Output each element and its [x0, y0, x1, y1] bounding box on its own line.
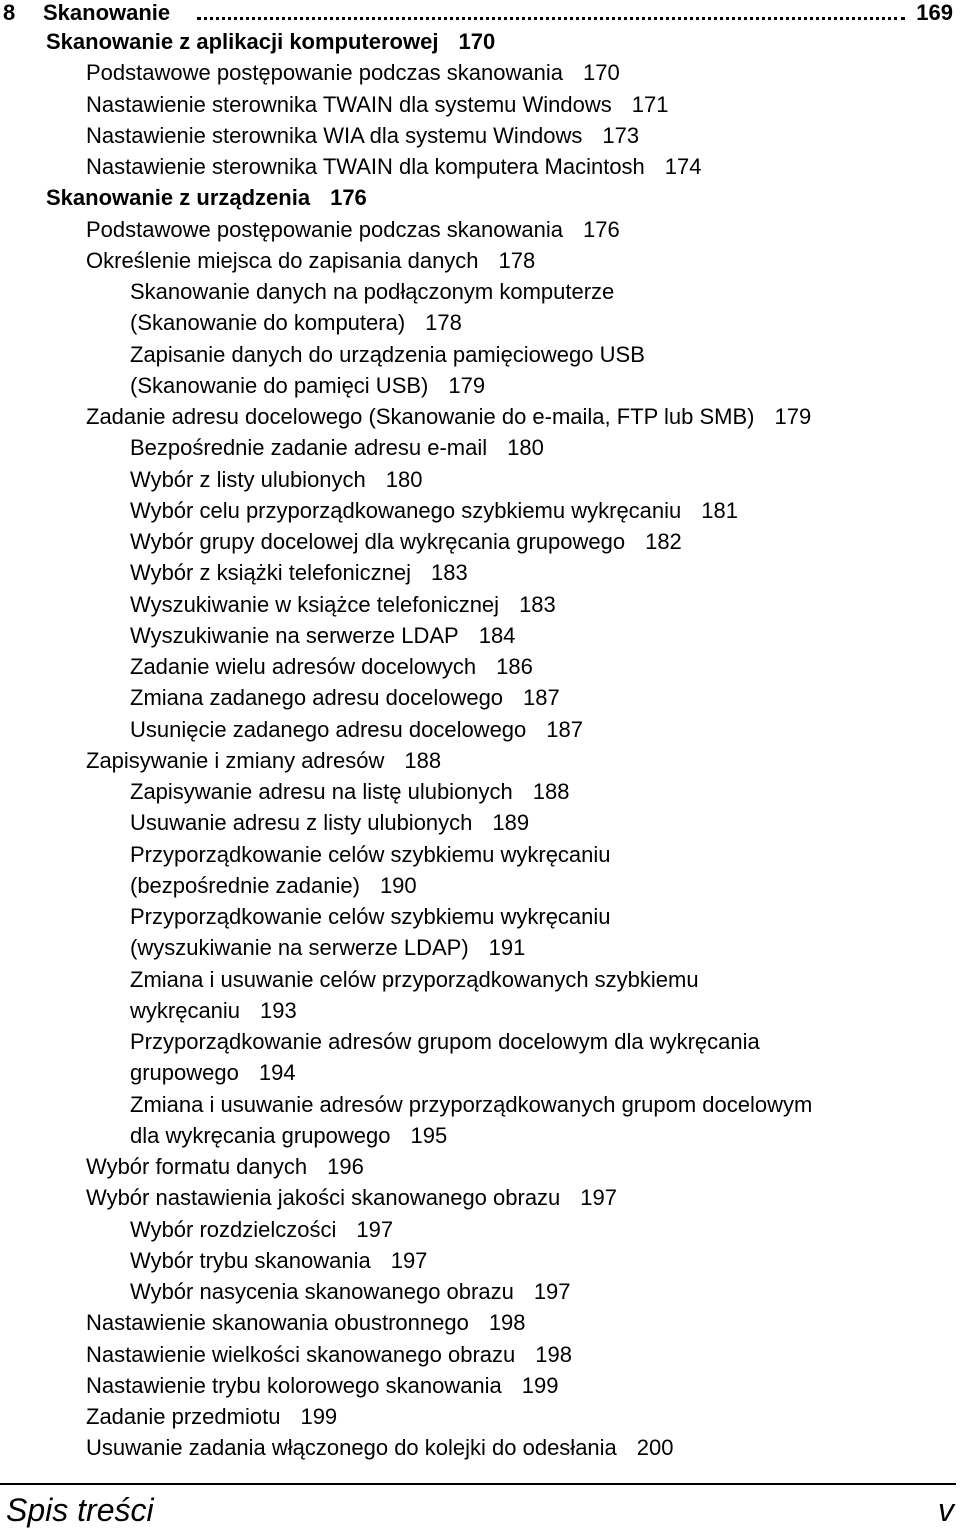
- toc-entry-page-number: 200: [636, 1435, 674, 1461]
- toc-entry-title: Nastawienie trybu kolorowego skanowania: [86, 1372, 502, 1398]
- toc-entry-title: Określenie miejsca do zapisania danych: [86, 247, 479, 273]
- toc-entry-title: Zmiana zadanego adresu docelowego: [130, 685, 504, 711]
- toc-entry[interactable]: [130, 623, 515, 649]
- toc-entry-title: Usunięcie zadanego adresu docelowego: [130, 716, 527, 742]
- toc-entry-title: wykręcaniu: [130, 997, 241, 1023]
- toc-entry[interactable]: [46, 185, 367, 211]
- toc-entry[interactable]: [86, 1185, 617, 1211]
- toc-entry-title: (Skanowanie do pamięci USB): [130, 372, 429, 398]
- toc-entry-title: Bezpośrednie zadanie adresu e-mail: [130, 435, 488, 461]
- toc-entry-page-number: 196: [327, 1154, 364, 1179]
- toc-entry[interactable]: [130, 592, 556, 618]
- chapter-number: 8: [3, 0, 16, 25]
- toc-entry[interactable]: [130, 779, 570, 805]
- toc-entry-title: Nastawienie sterownika TWAIN dla komputera Macintosh: [86, 154, 645, 179]
- toc-entry[interactable]: [86, 60, 620, 86]
- footer-rule: [0, 1483, 956, 1485]
- toc-entry-title: dla wykręcania grupowego: [130, 1122, 391, 1148]
- toc-entry-page-number: 199: [300, 1404, 338, 1429]
- toc-entry-page-number: 180: [507, 435, 544, 461]
- toc-entry[interactable]: [130, 998, 297, 1024]
- toc-entry-page-number: 189: [492, 810, 530, 836]
- toc-entry-title: Zadanie adresu docelowego (Skanowanie do e-maila, FTP lub SMB): [86, 404, 755, 429]
- toc-entry[interactable]: [130, 373, 485, 399]
- toc-entry-title: Przyporządkowanie adresów grupom docelowym dla wykręcania: [130, 1029, 760, 1054]
- toc-entry-page-number: 191: [488, 935, 526, 961]
- toc-entry[interactable]: [130, 467, 423, 493]
- toc-entry-title: Skanowanie danych na podłączonym komputerze: [130, 279, 615, 304]
- toc-entry[interactable]: [86, 748, 441, 774]
- toc-entry-page-number: 195: [410, 1122, 448, 1148]
- toc-entry-title: Nastawienie skanowania obustronnego: [86, 1310, 469, 1336]
- toc-entry-title: Wybór nastawienia jakości skanowanego obrazu: [86, 1185, 561, 1211]
- dot-leader: [197, 17, 905, 20]
- toc-entry[interactable]: [130, 873, 417, 899]
- toc-entry-page-number: 190: [379, 872, 417, 898]
- toc-entry-page-number: 170: [582, 60, 620, 86]
- toc-entry[interactable]: [130, 1092, 812, 1118]
- toc-entry[interactable]: [86, 248, 535, 274]
- toc-entry-title: Usuwanie adresu z listy ulubionych: [130, 810, 473, 836]
- toc-entry[interactable]: [130, 1217, 393, 1243]
- toc-entry[interactable]: [130, 810, 529, 836]
- toc-entry-page-number: 181: [701, 497, 738, 523]
- chapter-page-number: 169: [916, 0, 953, 25]
- toc-entry-page-number: 176: [330, 185, 367, 211]
- toc-entry[interactable]: [86, 1435, 674, 1461]
- toc-entry-page-number: 182: [645, 529, 682, 554]
- toc-entry-title: (bezpośrednie zadanie): [130, 872, 360, 898]
- toc-entry[interactable]: [130, 935, 525, 961]
- toc-entry-page-number: 180: [385, 466, 423, 492]
- toc-entry[interactable]: [86, 154, 702, 180]
- toc-entry-page-number: 197: [580, 1185, 618, 1211]
- chapter-heading[interactable]: [3, 0, 953, 26]
- toc-entry-page-number: 194: [258, 1060, 296, 1086]
- toc-entry-page-number: 188: [404, 747, 442, 773]
- toc-entry-title: Wybór nasycenia skanowanego obrazu: [130, 1279, 514, 1304]
- toc-entry[interactable]: [86, 92, 668, 118]
- toc-entry-title: Wyszukiwanie w książce telefonicznej: [130, 591, 500, 617]
- toc-entry-page-number: 193: [260, 997, 297, 1023]
- toc-entry-title: Zadanie wielu adresów docelowych: [130, 654, 477, 679]
- toc-entry[interactable]: [130, 279, 614, 305]
- toc-entry-page-number: 188: [532, 779, 570, 804]
- toc-entry-title: Zadanie przedmiotu: [86, 1404, 281, 1429]
- toc-entry-page-number: 197: [533, 1279, 571, 1304]
- toc-entry-title: Wybór z książki telefonicznej: [130, 560, 412, 586]
- toc-entry-page-number: 183: [519, 591, 556, 617]
- toc-entry-page-number: 179: [448, 372, 486, 398]
- toc-entry-page-number: 187: [523, 685, 560, 711]
- toc-entry[interactable]: [86, 1310, 526, 1336]
- toc-entry-page-number: 178: [425, 310, 462, 336]
- toc-entry-title: Podstawowe postępowanie podczas skanowania: [86, 60, 563, 86]
- toc-entry-page-number: 198: [535, 1341, 572, 1367]
- toc-entry[interactable]: [130, 310, 462, 336]
- toc-entry[interactable]: [130, 685, 560, 711]
- toc-entry-title: Nastawienie wielkości skanowanego obrazu: [86, 1341, 516, 1367]
- toc-entry[interactable]: [86, 123, 639, 149]
- toc-entry[interactable]: [86, 217, 620, 243]
- toc-entry-title: Wybór celu przyporządkowanego szybkiemu wykręcaniu: [130, 497, 682, 523]
- toc-entry[interactable]: [130, 654, 533, 680]
- toc-entry-title: Skanowanie z aplikacji komputerowej: [46, 29, 439, 54]
- toc-entry[interactable]: [130, 560, 468, 586]
- toc-entry-page-number: 184: [478, 622, 516, 648]
- toc-entry-page-number: 197: [390, 1247, 428, 1273]
- toc-entry-page-number: 187: [546, 716, 583, 742]
- toc-entry-title: Przyporządkowanie celów szybkiemu wykręcaniu: [130, 904, 611, 929]
- footer-page-number: v: [938, 1492, 954, 1528]
- toc-entry[interactable]: [130, 435, 544, 461]
- footer-section-title: Spis treści: [6, 1492, 154, 1528]
- toc-entry-title: Wyszukiwanie na serwerze LDAP: [130, 622, 459, 648]
- toc-entry[interactable]: [130, 498, 738, 524]
- toc-entry-title: Skanowanie z urządzenia: [46, 185, 311, 211]
- toc-entry[interactable]: [86, 1373, 559, 1399]
- toc-entry-title: Nastawienie sterownika TWAIN dla systemu Windows: [86, 91, 612, 117]
- toc-entry-title: Wybór rozdzielczości: [130, 1216, 337, 1242]
- toc-entry-page-number: 183: [431, 560, 468, 586]
- toc-entry-page-number: 171: [631, 91, 669, 117]
- toc-entry-title: Zapisywanie adresu na listę ulubionych: [130, 779, 513, 804]
- toc-entry-title: Podstawowe postępowanie podczas skanowania: [86, 216, 563, 242]
- toc-entry[interactable]: [130, 904, 611, 930]
- toc-entry-title: Zmiana i usuwanie adresów przyporządkowanych grupom docelowym: [130, 1091, 813, 1117]
- chapter-title: Skanowanie: [43, 0, 171, 25]
- toc-entry-title: Nastawienie sterownika WIA dla systemu Windows: [86, 122, 583, 148]
- toc-entry[interactable]: [130, 1029, 760, 1055]
- toc-entry-title: grupowego: [130, 1060, 239, 1086]
- toc-entry-title: Przyporządkowanie celów szybkiemu wykręcaniu: [130, 841, 611, 867]
- toc-entry-page-number: 178: [498, 247, 536, 273]
- toc-entry[interactable]: [130, 967, 699, 993]
- toc-entry[interactable]: [130, 1279, 571, 1305]
- toc-entry-title: Wybór trybu skanowania: [130, 1247, 371, 1273]
- toc-entry[interactable]: [86, 404, 811, 430]
- toc-entry-page-number: 173: [602, 122, 640, 148]
- toc-entry[interactable]: [130, 1248, 427, 1274]
- toc-entry-page-number: 198: [488, 1310, 526, 1336]
- toc-entry-title: Zapisywanie i zmiany adresów: [86, 747, 385, 773]
- toc-entry[interactable]: [46, 29, 495, 55]
- toc-entry[interactable]: [130, 342, 645, 368]
- toc-entry-page-number: 197: [356, 1216, 394, 1242]
- toc-entry-title: Zmiana i usuwanie celów przyporządkowanych szybkiemu: [130, 966, 699, 992]
- toc-entry-title: Wybór grupy docelowej dla wykręcania grupowego: [130, 529, 626, 554]
- toc-entry[interactable]: [86, 1404, 337, 1430]
- toc-entry-title: (Skanowanie do komputera): [130, 310, 406, 336]
- toc-entry[interactable]: [130, 842, 611, 868]
- toc-entry-page-number: 199: [521, 1372, 559, 1398]
- toc-entry[interactable]: [130, 529, 682, 555]
- toc-entry[interactable]: [130, 1123, 447, 1149]
- toc-entry-title: Wybór z listy ulubionych: [130, 466, 366, 492]
- toc-entry-page-number: 170: [458, 29, 496, 54]
- toc-entry-title: Wybór formatu danych: [86, 1154, 308, 1179]
- toc-entry[interactable]: [86, 1154, 364, 1180]
- toc-entry[interactable]: [86, 1342, 572, 1368]
- toc-entry-page-number: 179: [774, 404, 812, 429]
- toc-entry-title: (wyszukiwanie na serwerze LDAP): [130, 935, 469, 961]
- toc-entry-title: Zapisanie danych do urządzenia pamięciowego USB: [130, 341, 645, 367]
- toc-entry-page-number: 174: [664, 154, 702, 179]
- toc-entry-title: Usuwanie zadania włączonego do kolejki do odesłania: [86, 1435, 617, 1461]
- toc-entry-page-number: 186: [496, 654, 533, 679]
- toc-entry[interactable]: [130, 1060, 296, 1086]
- toc-entry[interactable]: [130, 717, 583, 743]
- toc-entry-page-number: 176: [582, 216, 620, 242]
